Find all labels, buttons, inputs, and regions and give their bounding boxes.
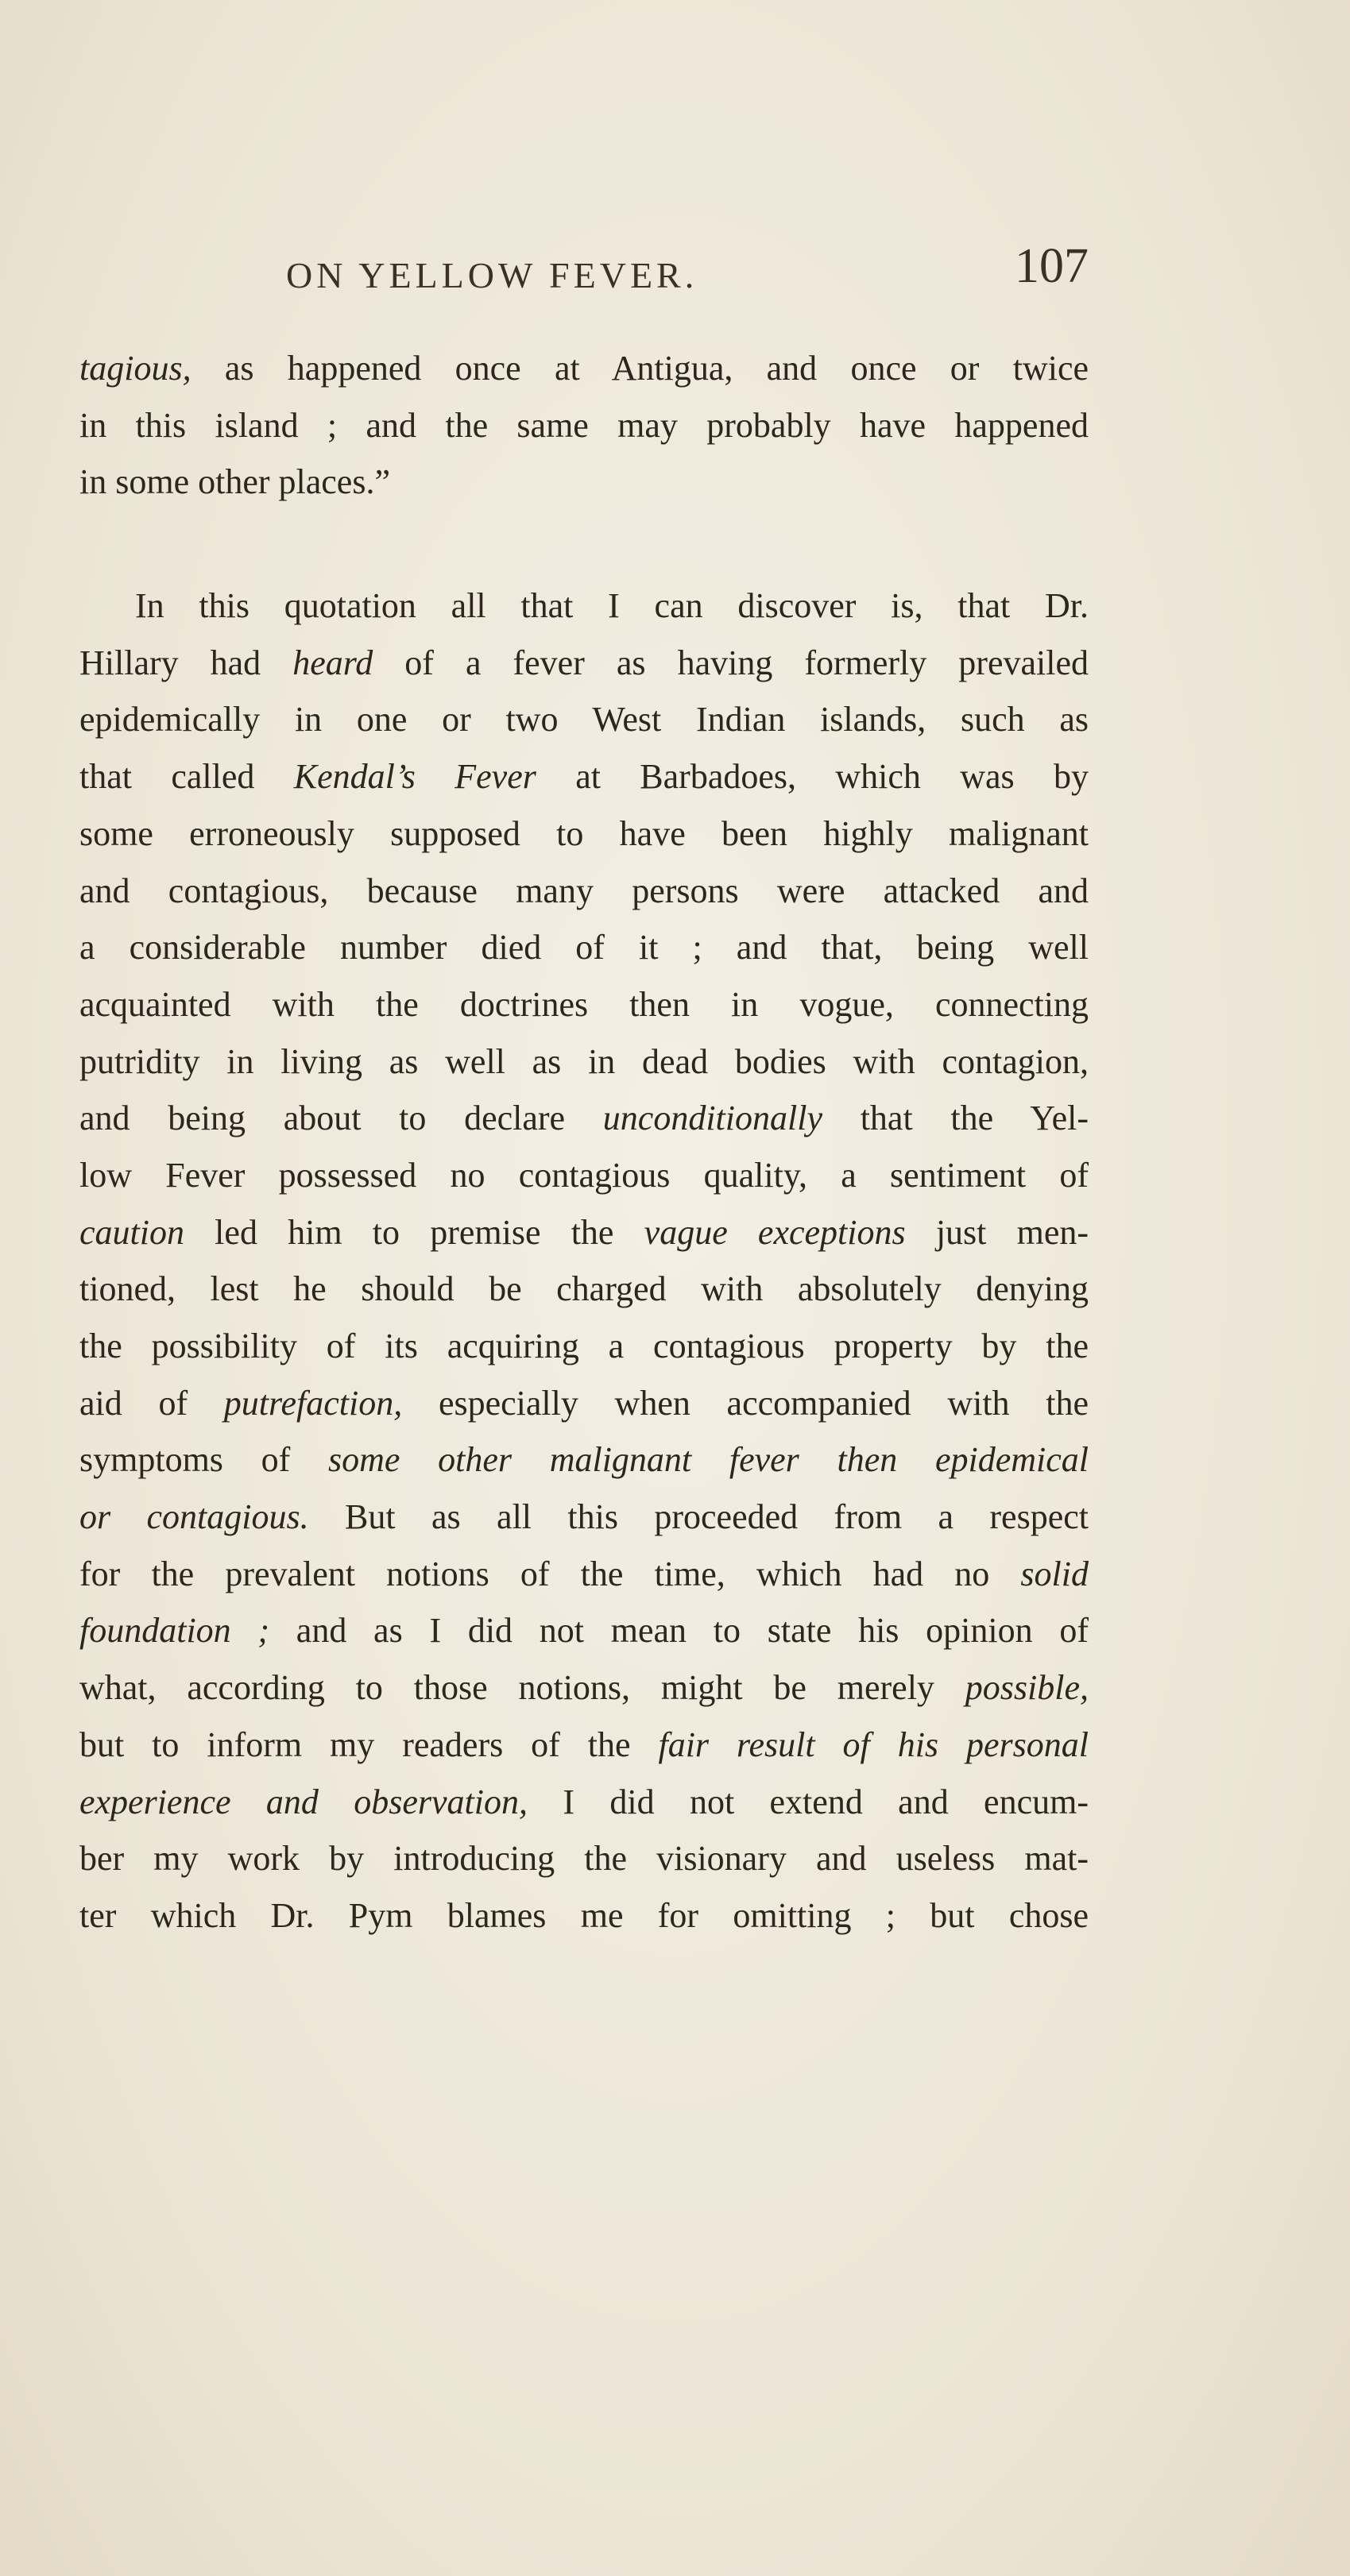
text-line — [79, 1147, 1089, 1204]
text-segment: ter which Dr. Pym blames me for omitting ; but chose — [79, 1895, 1089, 1935]
text-segment: but to inform my readers of the — [79, 1724, 659, 1764]
text-line — [79, 1431, 1089, 1489]
text-segment: and contagious, because many persons were attacked and — [79, 871, 1089, 910]
text-line — [79, 1717, 1089, 1774]
text-segment: low Fever possessed no contagious quality, a sentiment of — [79, 1155, 1089, 1195]
text-line — [79, 748, 1089, 805]
italic-text: fair result of his personal — [658, 1724, 1089, 1764]
italic-text: or contagious. — [79, 1497, 309, 1537]
text-segment: at Barbadoes, which was by — [536, 757, 1089, 797]
text-segment: some erroneously supposed to have been highly malignant — [79, 813, 1089, 853]
text-line — [79, 691, 1089, 748]
text-line — [79, 1261, 1089, 1318]
text-segment: that called — [79, 757, 294, 797]
text-segment: aid of — [79, 1383, 224, 1423]
text-segment: that the Yel- — [822, 1099, 1089, 1138]
italic-text: solid — [1020, 1554, 1089, 1593]
body-text — [79, 340, 1089, 1945]
text-line — [79, 1830, 1089, 1887]
text-line — [79, 1033, 1089, 1091]
text-segment: symptoms of — [79, 1440, 328, 1480]
text-segment: acquainted with the doctrines then in vogue, connecting — [79, 984, 1089, 1024]
text-segment: I did not extend and encum- — [528, 1782, 1089, 1821]
text-segment: what, according to those notions, might be merely — [79, 1668, 965, 1708]
text-segment: for the prevalent notions of the time, which had no — [79, 1554, 1021, 1593]
text-segment: epidemically in one or two West Indian islands, such as — [79, 700, 1089, 740]
italic-text: some other malignant fever then epidemical — [327, 1440, 1089, 1480]
text-segment: led him to premise the — [184, 1212, 644, 1252]
text-segment: in this island ; and the same may probably have happened — [79, 405, 1089, 445]
text-segment: of a fever as having formerly prevailed — [373, 643, 1089, 682]
text-segment: just men- — [905, 1212, 1089, 1252]
text-line — [79, 1489, 1089, 1546]
italic-text: foundation ; — [79, 1611, 270, 1651]
text-line — [79, 863, 1089, 920]
text-line — [79, 1318, 1089, 1375]
text-segment: a considerable number died of it ; and that, being well — [79, 928, 1089, 967]
text-line — [79, 397, 1089, 454]
text-segment: ber my work by introducing the visionary and useless mat- — [79, 1839, 1089, 1879]
text-segment: and as I did not mean to state his opinion of — [269, 1611, 1089, 1651]
text-segment: tioned, lest he should be charged with absolutely denying — [79, 1269, 1089, 1309]
text-line — [79, 1659, 1089, 1717]
italic-text: possible, — [965, 1668, 1089, 1708]
text-line — [79, 1090, 1089, 1147]
text-segment: Hillary had — [79, 643, 293, 682]
text-line — [79, 1774, 1089, 1831]
text-segment: putridity in living as well as in dead bodies with contagion, — [79, 1041, 1089, 1081]
text-line — [79, 1546, 1089, 1603]
italic-text: Kendal’s Fever — [293, 757, 536, 797]
italic-text: putrefaction, — [223, 1383, 403, 1423]
text-line — [79, 454, 1089, 511]
italic-text: vague exceptions — [644, 1212, 906, 1252]
text-segment: But as all this proceeded from a respect — [308, 1497, 1089, 1537]
page-number: 107 — [1015, 239, 1089, 293]
text-line — [79, 976, 1089, 1033]
running-head: ON YELLOW FEVER. — [286, 255, 698, 295]
italic-text: unconditionally — [602, 1099, 822, 1138]
paragraph-gap — [79, 511, 1089, 577]
text-line — [79, 1375, 1089, 1432]
text-segment: especially when accompanied with the — [402, 1383, 1089, 1423]
text-segment: the possibility of its acquiring a contagious property by the — [79, 1327, 1089, 1365]
text-line — [79, 577, 1089, 635]
text-segment: in some other places.” — [79, 462, 390, 502]
page-header — [286, 238, 1089, 310]
text-line — [79, 635, 1089, 692]
text-segment: and being about to declare — [79, 1099, 603, 1138]
italic-text: tagious, — [79, 349, 191, 388]
text-line — [79, 1204, 1089, 1261]
text-segment: In this quotation all that I can discover is, that Dr. — [135, 586, 1089, 626]
italic-text: experience and observation, — [79, 1782, 528, 1821]
text-line — [79, 1602, 1089, 1659]
text-line — [79, 805, 1089, 863]
text-line — [79, 919, 1089, 976]
italic-text: heard — [292, 643, 373, 682]
text-segment: as happened once at Antigua, and once or twice — [191, 349, 1089, 388]
text-line — [79, 340, 1089, 397]
italic-text: caution — [79, 1212, 184, 1252]
text-line — [79, 1887, 1089, 1945]
